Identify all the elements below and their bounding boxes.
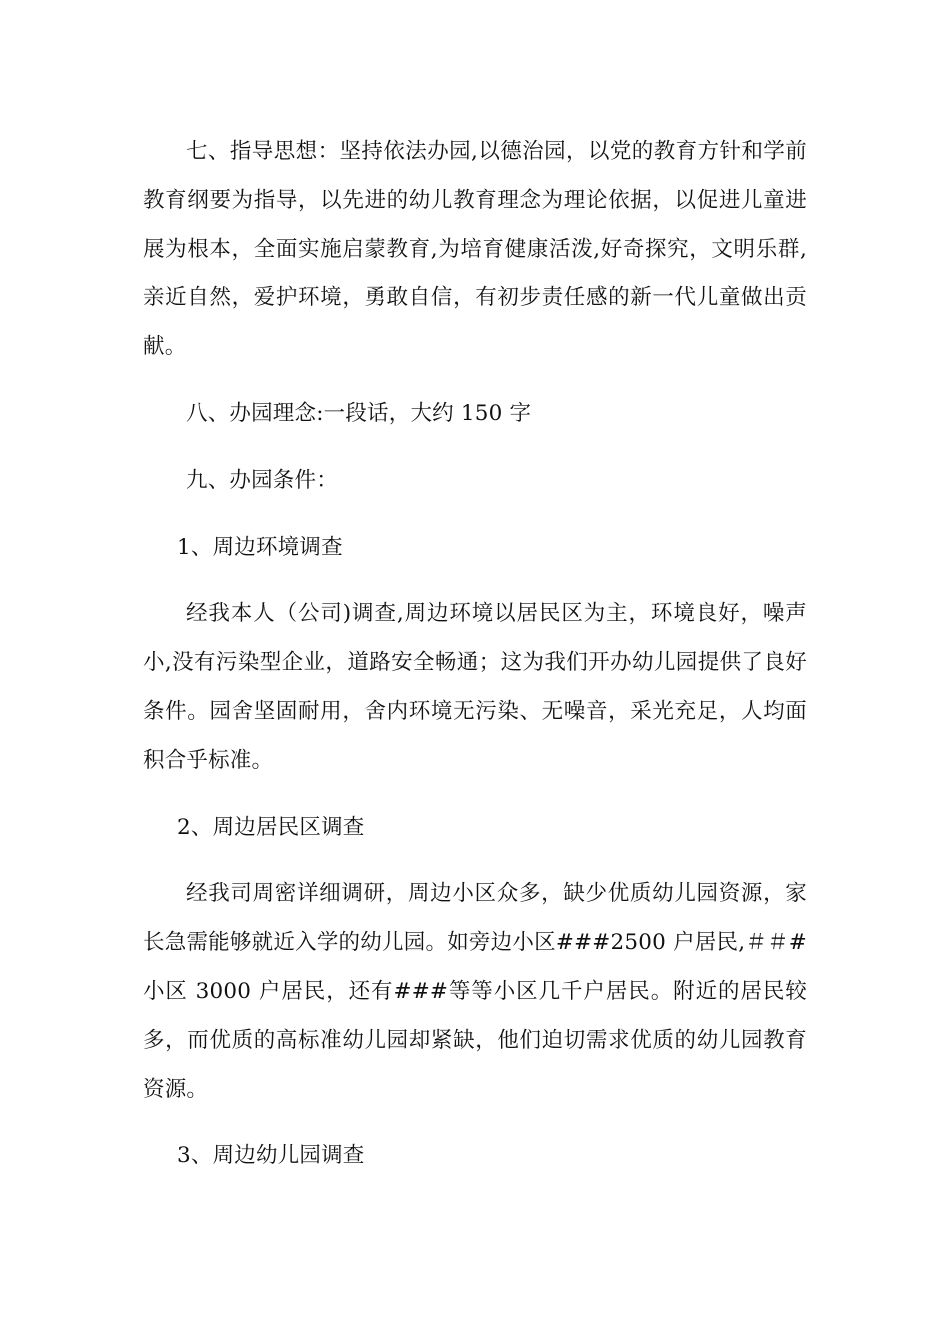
item-kindergarten-survey-title: 3、周边幼儿园调查 <box>177 1143 365 1169</box>
paragraph-spacer <box>143 372 807 390</box>
item-residential-area-body: 经我司周密详细调研，周边小区众多，缺少优质幼儿园资源，家长急需能够就近入学的幼儿园。如旁边小区###2500 户居民,＃＃#小区 3000 户居民，还有###等等小区几千户居民。附近的居民较多，而优质的高标准幼儿园却紧缺，他们迫切需求优质的幼儿园教育资源。 <box>143 881 807 1102</box>
item-residential-area-title: 2、周边居民区调查 <box>177 814 365 840</box>
paragraph-spacer <box>143 506 807 524</box>
paragraph-spacer <box>143 852 807 870</box>
paragraph-spacer <box>143 439 807 457</box>
paragraph-spacer <box>143 572 807 590</box>
document-body <box>143 128 807 1181</box>
section-school-philosophy: 八、办园理念:一段话，大约 150 字 <box>186 400 532 426</box>
paragraph-spacer <box>143 1114 807 1132</box>
paragraph-spacer <box>143 786 807 804</box>
section-guiding-ideology: 七、指导思想：坚持依法办园,以德治园，以党的教育方针和学前教育纲要为指导，以先进的幼儿教育理念为理论依据，以促进儿童进展为根本，全面实施启蒙教育,为培育健康活泼,好奇探究，文明乐群,亲近自然，爱护环境，勇敢自信，有初步责任感的新一代儿童做出贡献。 <box>143 139 807 360</box>
section-school-conditions: 九、办园条件： <box>186 467 338 493</box>
item-surrounding-environment-title: 1、周边环境调查 <box>177 534 343 560</box>
item-surrounding-environment-body: 经我本人（公司)调查,周边环境以居民区为主，环境良好，噪声小,没有污染型企业，道路安全畅通；这为我们开办幼儿园提供了良好条件。园舍坚固耐用，舍内环境无污染、无噪音，采光充足，人均面积合乎标准。 <box>143 601 807 773</box>
